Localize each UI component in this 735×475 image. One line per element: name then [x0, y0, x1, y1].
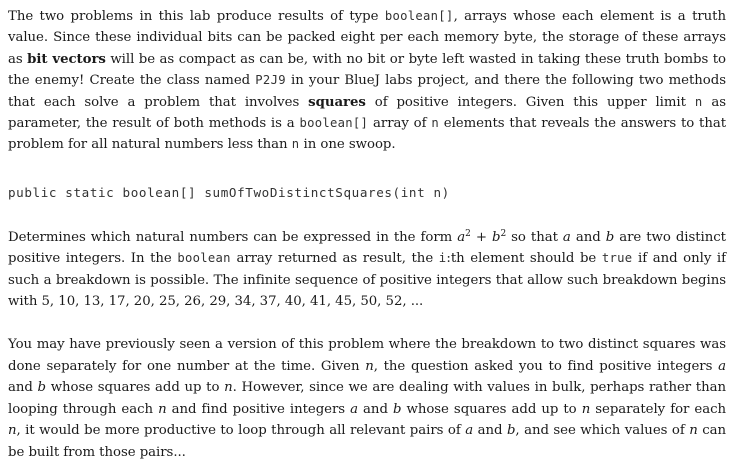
text-run: and [473, 423, 507, 439]
inline-code: P2J9 [255, 73, 286, 88]
math-var: a [718, 358, 726, 374]
inline-code: n [431, 116, 439, 131]
math-var: n [158, 401, 167, 417]
text-run: so that [506, 229, 563, 245]
math-var: a [457, 229, 466, 245]
math-var: a [465, 423, 474, 439]
text-run: , the question asked you to find positive integers [373, 358, 719, 374]
text-run: , it would be more productive to loop through all relevant pairs of [16, 423, 466, 439]
math-var: a [562, 229, 571, 245]
text-run: The two problems in this lab produce results of type [8, 9, 385, 24]
text-run: can be built from those pairs... [8, 423, 727, 460]
text-run: Determines which natural numbers can be expressed in the form [8, 229, 458, 245]
inline-code: i [438, 251, 447, 266]
math-var: n [224, 380, 233, 396]
bold-term: squares [308, 94, 366, 110]
math-var: b [506, 423, 516, 439]
text-run: :th element should be [446, 251, 602, 267]
text-run: are two distinct positive integers. In the [8, 229, 726, 267]
text-run: elements that reveals the answers to that problem for all natural numbers less than [8, 116, 726, 153]
discussion-paragraph [8, 334, 726, 462]
superscript: 2 [500, 228, 507, 239]
inline-code: n [694, 94, 703, 109]
text-run: + [470, 229, 492, 245]
intro-paragraph [8, 6, 726, 156]
bold-term: bit vectors [27, 51, 106, 67]
inline-code: boolean[] [299, 116, 369, 131]
math-var: n [365, 358, 374, 374]
text-run: You may have previously seen a version of this problem where the breakdown to two distinct squares was done separately for one number at the time. Given [8, 337, 726, 374]
inline-code: true [601, 251, 633, 266]
text-run: , arrays whose each element is a truth value. Since these individual bits can be packed eight per each memory byte, the storage of these arrays as [8, 9, 726, 67]
math-var: b [37, 380, 47, 396]
text-run: and [358, 401, 393, 417]
inline-code: n [291, 137, 300, 152]
text-run: if and only if such a breakdown is possible. The infinite sequence of positive integers that allow such breakdown begins with 5, 10, 13, 17, 20, 25, 26, 29, 34, 37, 40, 41, 45, 50, 52, ... [8, 251, 727, 310]
text-run: will be as compact as can be, with no bit or byte left wasted in taking these truth bombs to the enemy! Create the class named [8, 51, 727, 89]
inline-code: boolean[] [384, 9, 454, 23]
text-run: as parameter, the result of both methods is a [8, 94, 727, 132]
text-run: and [570, 229, 606, 245]
math-var: a [350, 401, 358, 417]
text-run: array returned as result, the [230, 251, 439, 267]
method-description [8, 227, 726, 313]
document-body [8, 6, 726, 463]
math-var: n [581, 401, 591, 417]
text-run: and [8, 380, 38, 396]
text-run: whose squares add up to [46, 380, 225, 396]
method-signature [8, 182, 726, 204]
text-run: . However, since we are dealing with values in bulk, perhaps rather than looping through each [8, 380, 726, 417]
text-run: array of [368, 116, 432, 132]
text-run: and find positive integers [166, 401, 351, 417]
text-run: in one swoop. [299, 137, 396, 153]
text-run: whose squares add up to [401, 401, 582, 417]
text-run: of positive integers. Given this upper limit [365, 94, 695, 110]
text-run: , and see which values of [515, 423, 690, 439]
math-var: n [689, 423, 698, 439]
text-run: in your BlueJ labs project, and there the following two methods that each solve a problem that involves [8, 73, 726, 110]
text-run: separately for each [590, 401, 726, 417]
math-var: b [392, 401, 402, 417]
math-var: b [491, 229, 501, 245]
superscript: 2 [465, 228, 471, 239]
math-var: b [605, 229, 615, 245]
math-var: n [8, 423, 17, 439]
signature-code: public static boolean[] sumOfTwoDistinctSquares(int n) [8, 184, 450, 200]
inline-code: boolean [177, 251, 231, 266]
